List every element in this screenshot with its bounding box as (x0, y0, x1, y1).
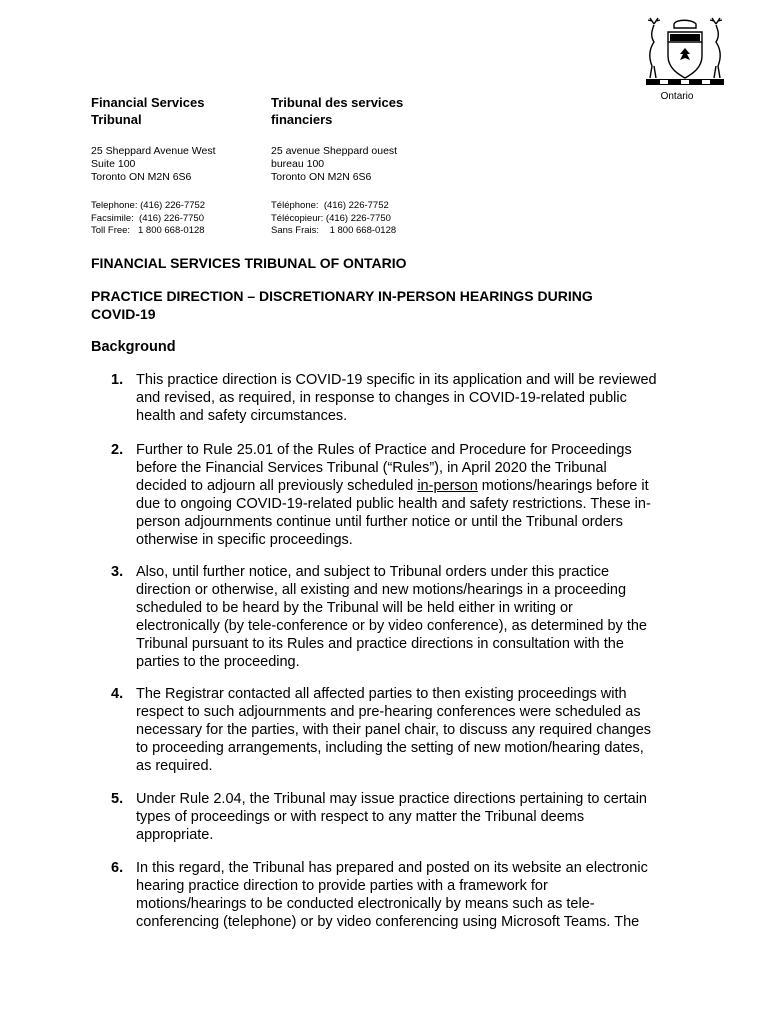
list-item (111, 685, 680, 775)
french-org-name (271, 94, 403, 128)
contact-line: Toll Free: 1 800 668-0128 (91, 225, 205, 236)
item-line: person adjournments continue until further notice or until the Tribunal orders (136, 514, 623, 530)
item-line: Also, until further notice, and subject to Tribunal orders under this practice (136, 564, 610, 580)
item-number: 2. (111, 442, 124, 458)
item-line (136, 477, 680, 495)
address-line: Suite 100 (91, 158, 136, 170)
ontario-coat-of-arms-icon (640, 16, 730, 90)
item-line-text: decided to adjourn all previously scheduled (136, 478, 418, 494)
item-line: and revised, as required, in response to changes in COVID-19-related public (136, 390, 627, 406)
item-line: otherwise in specific proceedings. (136, 532, 353, 548)
item-line: appropriate. (136, 827, 214, 843)
item-line: The Registrar contacted all affected parties to then existing proceedings with (136, 686, 627, 702)
item-line-text: motions/hearings before it (477, 478, 649, 494)
item-line: scheduled to be heard by the Tribunal will be held either in writing or (136, 600, 573, 616)
english-address (91, 145, 216, 184)
address-line: bureau 100 (271, 158, 325, 170)
item-line: to proceeding arrangements, including the setting of new motion/hearing dates, (136, 740, 644, 756)
item-line: parties to the proceeding. (136, 654, 300, 670)
document-title-line1: PRACTICE DIRECTION – DISCRETIONARY IN-PERSON HEARINGS DURING (91, 288, 593, 304)
list-item (111, 563, 680, 671)
crest-caption: Ontario (660, 91, 694, 102)
contact-line: Sans Frais: 1 800 668-0128 (271, 225, 397, 236)
item-line: respect to such adjournments and pre-hearing conferences were scheduled as (136, 704, 641, 720)
english-contacts (91, 200, 205, 238)
french-org-name-line1: Tribunal des services (271, 95, 404, 110)
address-line: Toronto ON M2N 6S6 (271, 171, 372, 183)
item-line: electronically (by tele-conference or by video conference), as determined by the (136, 618, 647, 634)
document-title (91, 287, 593, 323)
item-number: 4. (111, 686, 124, 702)
list-item (111, 859, 680, 931)
item-line: This practice direction is COVID-19 specific in its application and will be reviewed (136, 372, 657, 388)
item-line: due to ongoing COVID-19-related public health and safety restrictions. These in- (136, 496, 651, 512)
list-item (111, 371, 680, 425)
document-title-line2: COVID-19 (91, 306, 156, 322)
contact-line: Telephone: (416) 226-7752 (91, 200, 206, 211)
french-address (271, 145, 397, 184)
address-line: Toronto ON M2N 6S6 (91, 171, 192, 183)
item-line: In this regard, the Tribunal has prepared and posted on its website an electronic (136, 860, 648, 876)
item-line: conferencing (telephone) or by video conferencing using Microsoft Teams. The (136, 914, 640, 930)
contact-line: Télécopieur: (416) 226-7750 (271, 212, 391, 224)
item-line: types of proceedings or with respect to any matter the Tribunal deems (136, 809, 585, 825)
french-contacts (271, 200, 396, 238)
item-number: 5. (111, 791, 124, 807)
item-line: Under Rule 2.04, the Tribunal may issue practice directions pertaining to certain (136, 791, 647, 807)
item-line: necessary for the parties, with their panel chair, to discuss any required changes (136, 722, 652, 738)
english-org-name (91, 94, 204, 128)
item-number: 3. (111, 564, 124, 580)
item-line: direction or otherwise, all existing and new motions/hearings in a proceeding (136, 582, 627, 598)
list-item (111, 441, 680, 549)
underlined-text: in-person (417, 478, 478, 494)
address-line: 25 Sheppard Avenue West (91, 145, 216, 157)
item-line: health and safety circumstances. (136, 408, 348, 424)
list-item (111, 790, 680, 844)
org-title: FINANCIAL SERVICES TRIBUNAL OF ONTARIO (91, 255, 407, 271)
english-org-name-line2: Tribunal (91, 112, 142, 127)
address-line: 25 avenue Sheppard ouest (271, 145, 398, 157)
item-line: Tribunal pursuant to its Rules and practice directions in consultation with the (136, 636, 624, 652)
item-line: before the Financial Services Tribunal (“Rules”), in April 2020 the Tribunal (136, 460, 607, 476)
item-number: 6. (111, 860, 124, 876)
item-line: Further to Rule 25.01 of the Rules of Practice and Procedure for Proceedings (136, 442, 632, 458)
item-line: hearing practice direction to provide parties with a framework for (136, 878, 548, 894)
section-heading: Background (91, 339, 176, 355)
contact-line: Téléphone: (416) 226-7752 (271, 200, 389, 211)
contact-line: Facsimile: (416) 226-7750 (91, 212, 204, 224)
french-org-name-line2: financiers (271, 112, 333, 127)
item-line: as required. (136, 758, 213, 774)
item-number: 1. (111, 372, 124, 388)
english-org-name-line1: Financial Services (91, 95, 205, 110)
item-line: motions/hearings to be conducted electronically by means such as tele- (136, 896, 595, 912)
